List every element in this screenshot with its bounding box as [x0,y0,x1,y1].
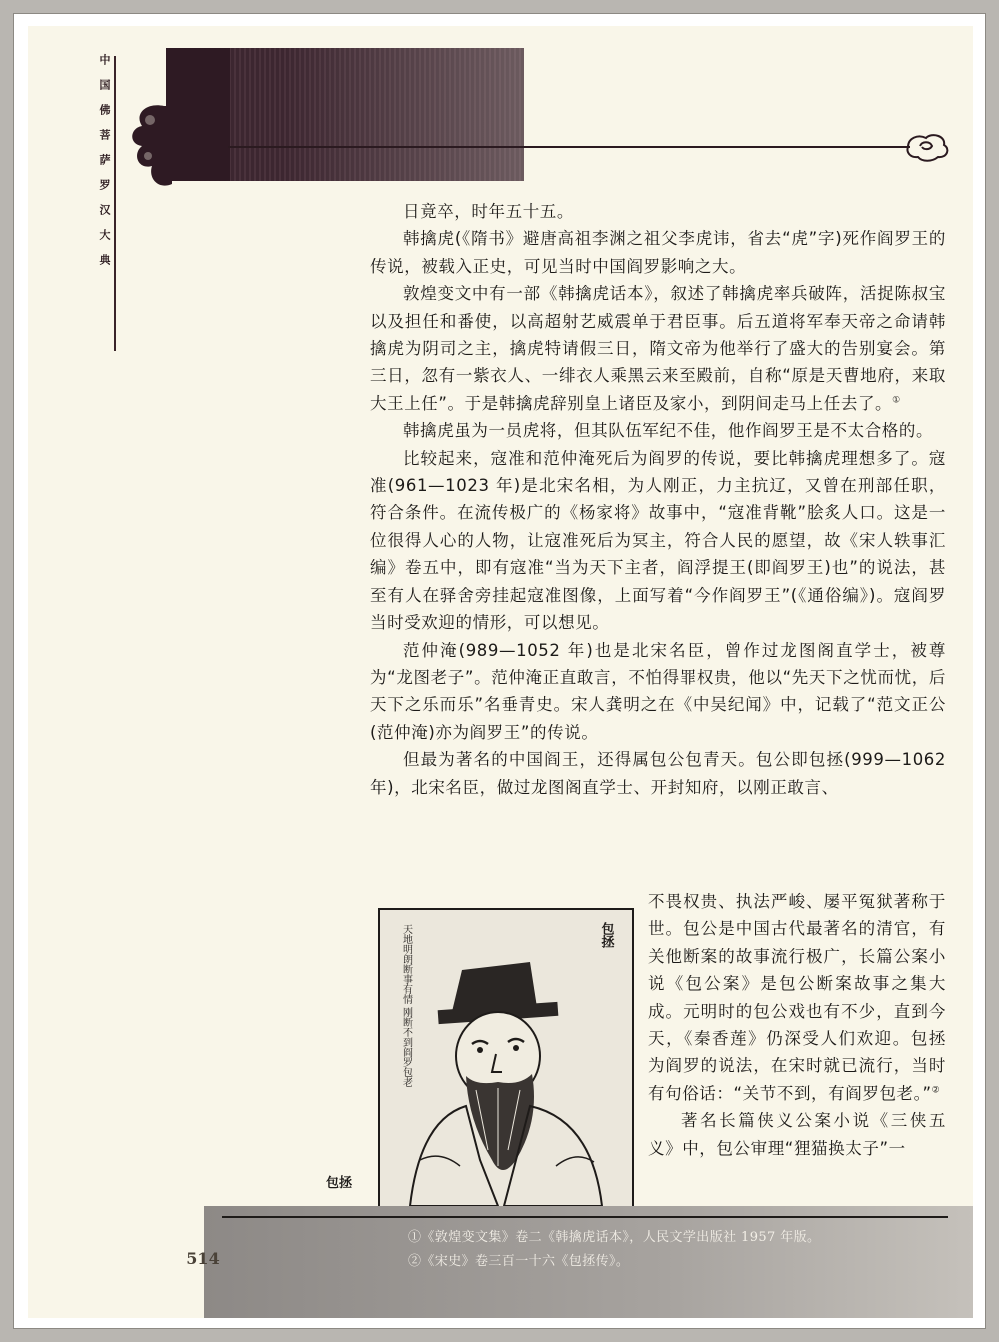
book-page [28,26,973,1318]
footnote-ref-1: ① [892,395,901,406]
portrait-inscription: 天地明朗断事有情 刚断不到阎罗包老 [400,924,412,1088]
portrait-image [378,908,634,1208]
bao-zheng-portrait-icon [380,910,632,1206]
series-title: 中国佛菩萨罗汉大典 [98,54,111,279]
paragraph [370,280,946,417]
cloud-ornament-left-icon [124,98,184,198]
footnote: ①《敦煌变文集》卷二《韩擒虎话本》，人民文学出版社 1957 年版。 [408,1230,821,1245]
footnote: ②《宋史》卷三百一十六《包拯传》。 [408,1254,630,1269]
paragraph: 比较起来，寇准和范仲淹死后为阎罗的传说，要比韩擒虎理想多了。寇准(961—1023 年)是北宋名相，为人刚正，力主抗辽，又曾在刑部任职，符合条件。在流传极广的《杨家将》故事中，“寇准背靴”脍炙人口。这是一位很得人心的人物，让寇准死后为冥主，符合人民的愿望，故《宋人轶事汇编》卷五中，即有寇准“当为天下主者，阎浮提王(即阎罗王)也”的说法，甚至有人在驿舍旁挂起寇准图像，上面写着“今作阎罗王”(《通俗编》)。寇阎罗当时受欢迎的情形，可以想见。 [370,448,946,633]
footnote-ref-2: ② [931,1085,941,1096]
footer-rule [222,1216,948,1218]
wrapped-text [648,888,946,1162]
cloud-ornament-right-icon [904,132,950,162]
paragraph: 韩擒虎(《隋书》避唐高祖李渊之祖父李虎讳，省去“虎”字)死作阎罗王的传说，被载入正史，可见当时中国阎罗影响之大。 [370,229,946,276]
series-rule [114,56,116,351]
paragraph: 但最为著名的中国阎王，还得属包公包青天。包公即包拯(999—1062 年)，北宋名臣，做过龙图阁直学士、开封知府，以刚正敢言、 [370,750,946,797]
paragraph: 韩擒虎虽为一员虎将，但其队伍军纪不佳，他作阎罗王是不太合格的。 [403,421,934,441]
paragraph-text: 不畏权贵、执法严峻、屡平冤狱著称于世。包公是中国古代最著名的清官，有关他断案的故事流行极广，长篇公案小说《包公案》是包公断案故事之集大成。元明时的包公戏也有不少，直到今天，《秦香莲》仍深受人们欢迎。包拯为阎罗的说法，在宋时就已流行，当时有句俗话：“关节不到，有阎罗包老。” [648,892,946,1103]
portrait-caption: 包拯 [326,1176,353,1191]
body-text [370,198,946,801]
paragraph-text: 敦煌变文中有一部《韩擒虎话本》，叙述了韩擒虎率兵破阵，活捉陈叔宝以及担任和番使，以高超射艺威震单于君臣事。后五道将军奉天帝之命请韩擒虎为阴司之主，擒虎特请假三日，隋文帝为他举行了盛大的告别宴会。第三日，忽有一紫衣人、一绯衣人乘黑云来至殿前，自称“原是天曹地府，来取大王上任”。于是韩擒虎辞别皇上诸臣及家小，到阴间走马上任去了。 [370,284,946,413]
header-rule [228,146,910,148]
footnotes [408,1226,948,1274]
paragraph: 日竟卒，时年五十五。 [403,202,574,221]
paragraph: 范仲淹(989—1052 年)也是北宋名臣，曾作过龙图阁直学士，被尊为“龙图老子”。范仲淹正直敢言，不怕得罪权贵，他以“先天下之忧而忧，后天下之乐而乐”名垂青史。宋人龚明之在《中吴纪闻》中，记载了“范文正公(范仲淹)亦为阎罗王”的传说。 [370,640,946,742]
page [14,14,985,1328]
paragraph: 著名长篇侠义公案小说《三侠五义》中，包公审理“狸猫换太子”一 [648,1111,946,1158]
page-number: 514 [186,1249,220,1268]
paragraph [648,888,946,1107]
portrait-name-label: 包拯 [598,922,614,948]
